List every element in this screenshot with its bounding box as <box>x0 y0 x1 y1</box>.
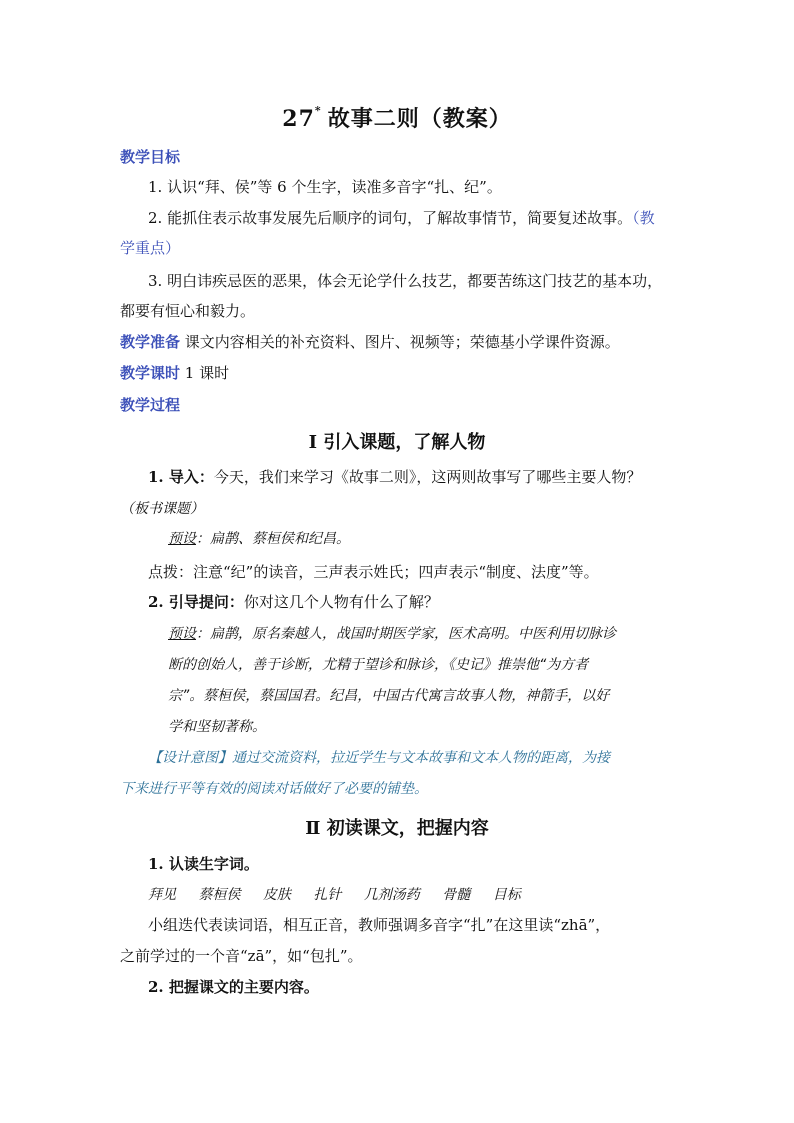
objective-3-cont: 都要有恒心和毅力。 <box>120 302 256 320</box>
lesson-mark: * <box>314 104 322 117</box>
prep-line <box>120 331 620 352</box>
paragraph-1-cont: 之前学过的一个音“zā”，如“包扎”。 <box>120 947 363 965</box>
key-point-note: （教 <box>632 209 655 227</box>
objective-2-cont: 学重点） <box>120 239 181 257</box>
preset-2-line2: 断的创始人，善于诊断，尤精于望诊和脉诊，《史记》推崇他“为方者 <box>168 657 589 673</box>
preset-2-line1: 预设：扁鹊，原名秦越人，战国时期医学家，医术高明。中医利用切脉诊 <box>168 626 616 642</box>
word-item: 蔡桓侯 <box>198 887 241 903</box>
prep-text: 课文内容相关的补充资料、图片、视频等；荣德基小学课件资源。 <box>184 333 620 351</box>
process-heading: 教学过程 <box>120 396 181 414</box>
word-item: 几剂汤药 <box>363 887 420 903</box>
tip-line: 点拨：注意“纪”的读音，三声表示姓氏；四声表示“制度、法度”等。 <box>148 563 599 581</box>
objective-1: 1. 认识“拜、侯”等 6 个生字，读准多音字“扎、纪”。 <box>148 178 502 196</box>
word-list <box>148 884 539 904</box>
paragraph-1: 小组迭代表读词语，相互正音，教师强调多音字“扎”在这里读“zhā”， <box>148 916 611 934</box>
word-item: 扎针 <box>313 887 342 903</box>
step-2: 2. 把握课文的主要内容。 <box>148 978 319 996</box>
lesson-number: 27 <box>282 106 315 132</box>
preset-2-line4: 学和坚韧著称。 <box>168 719 266 735</box>
preset-2-line3: 宗”。蔡桓侯，蔡国国君。纪昌，中国古代寓言故事人物，神箭手，以好 <box>168 688 610 704</box>
hours-heading: 教学课时 <box>120 364 181 382</box>
document-title <box>0 102 794 133</box>
question-1-cont: （板书课题） <box>120 501 204 517</box>
question-1: 1. 导入：今天，我们来学习《故事二则》，这两则故事写了哪些主要人物？ <box>148 468 642 486</box>
preset-1: 预设：扁鹊、蔡桓侯和纪昌。 <box>168 531 350 547</box>
design-intent-line2: 下来进行平等有效的阅读对话做好了必要的铺垫。 <box>120 781 428 797</box>
hours-text: 1 课时 <box>184 364 230 382</box>
word-item: 骨髓 <box>442 887 471 903</box>
hours-line <box>120 362 229 383</box>
step-1: 1. 认读生字词。 <box>148 855 259 873</box>
lesson-title: 故事二则（教案） <box>327 106 512 132</box>
word-item: 目标 <box>492 887 521 903</box>
word-item: 皮肤 <box>262 887 291 903</box>
objectives-heading: 教学目标 <box>120 148 181 166</box>
question-2: 2. 引导提问：你对这几个人物有什么了解？ <box>148 593 439 611</box>
part2-title: Ⅱ 初读课文，把握内容 <box>305 818 489 839</box>
word-item: 拜见 <box>148 887 176 903</box>
part1-title: Ⅰ 引入课题，了解人物 <box>308 432 486 453</box>
objective-3: 3. 明白讳疾忌医的恶果，体会无论学什么技艺，都要苦练这门技艺的基本功， <box>148 272 663 290</box>
design-intent-line1: 【设计意图】通过交流资料，拉近学生与文本故事和文本人物的距离，为接 <box>148 750 610 766</box>
objective-2: 2. 能抓住表示故事发展先后顺序的词句，了解故事情节，简要复述故事。（教 <box>148 209 655 227</box>
prep-heading: 教学准备 <box>120 333 181 351</box>
